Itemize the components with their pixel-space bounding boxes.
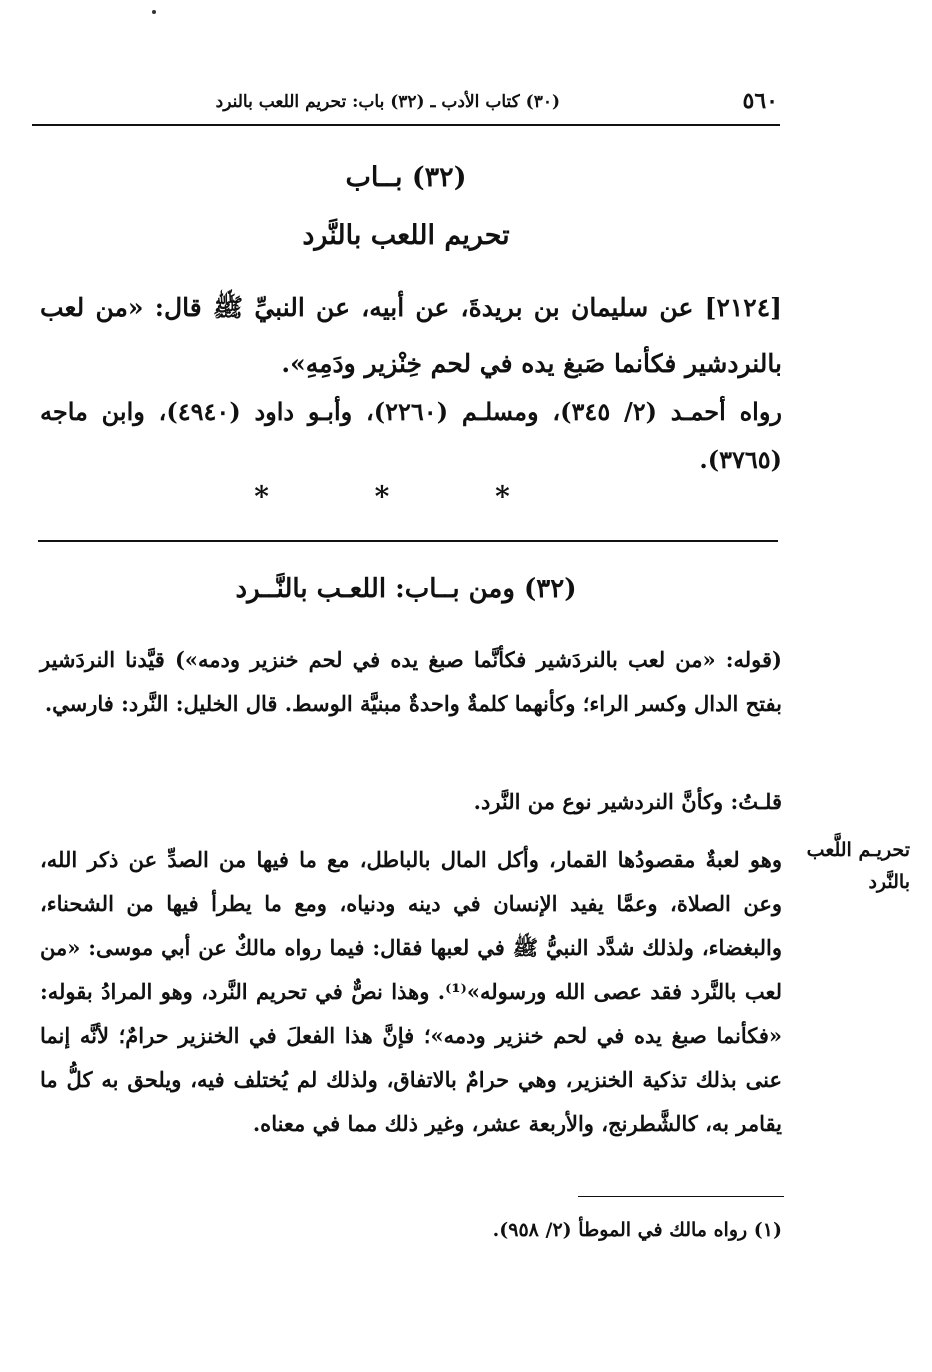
- commentary-paragraph-1: (قوله: «من لعب بالنردَشير فكأنَّما صبغ يده في لحم خنزير ودمه») قيَّدنا النردَشير بفتح الدال وكسر الراء؛ وكأنهما كلمةٌ واحدةٌ مبنيَّة الوسط. قال الخليل: النَّرد: فارسي.: [40, 647, 782, 716]
- footnote-rule: [578, 1196, 784, 1197]
- section-separator: * * *: [254, 480, 558, 513]
- print-speck: [152, 10, 156, 14]
- chapter-number: (٣٢) بــاب: [345, 162, 467, 193]
- commentary-paragraph-3: وهو لعبةٌ مقصودُها القمار، وأكل المال بالباطل، مع ما فيها من الصدِّ عن ذكر الله، وعن الصلاة، وعمَّا يفيد الإنسان في دينه ودنياه، ومع ما يطرأ فيها من الشحناء، والبغضاء، ولذلك شدَّد النبيُّ ﷺ في لعبها فقال: فيما رواه مالكٌ عن أبي موسى: «من لعب بالنَّرد فقد عصى الله ورسوله»⁽¹⁾. وهذا نصٌّ في تحريم النَّرد، وهو المرادُ بقوله: «فكأنما صبغ يده في لحم خنزير ودمه»؛ فإنَّ هذا الفعلَ في الخنزير حرامٌ؛ لأنَّه إنما عنى بذلك تذكية الخنزير، وهي حرامٌ بالاتفاق، ولذلك لم يُختلف فيه، ويلحق به كلُّ ما يقامر به، كالشَّطرنج، والأربعة عشر، وغير ذلك مما في معناه.: [40, 847, 782, 1136]
- chapter-title: تحريم اللعب بالنَّرد: [302, 220, 510, 251]
- page-number: ٥٦٠: [742, 88, 778, 114]
- footnote: (١) رواه مالك في الموطأ (٢/ ٩٥٨).: [492, 1219, 782, 1241]
- running-title: (٣٠) كتاب الأدب ـ (٣٢) باب: تحريم اللعب بالنرد: [215, 92, 560, 112]
- hadith-takhrij: رواه أحمـد (٢/ ٣٤٥)، ومسلـم (٢٢٦٠)، وأبـو داود (٤٩٤٠)، وابن ماجه (٣٧٦٥).: [40, 397, 783, 474]
- commentary-paragraph-2: قلـتُ: وكأنَّ النردشير نوع من النَّرد.: [473, 789, 782, 814]
- commentary-title: (٣٢) ومن بــاب: اللعـب بالنَّــرد: [235, 574, 577, 604]
- page-header: [32, 86, 780, 126]
- margin-note: تحريـم اللَّعب بالنَّرد: [806, 839, 910, 893]
- divider-rule: [38, 540, 778, 542]
- hadith-text: [٢١٢٤] عن سليمان بن بريدةَ، عن أبيه، عن النبيِّ ﷺ قال: «من لعب بالنردشير فكأنما صَبغ يده في لحم خِنْزير ودَمِهِ».: [40, 293, 782, 378]
